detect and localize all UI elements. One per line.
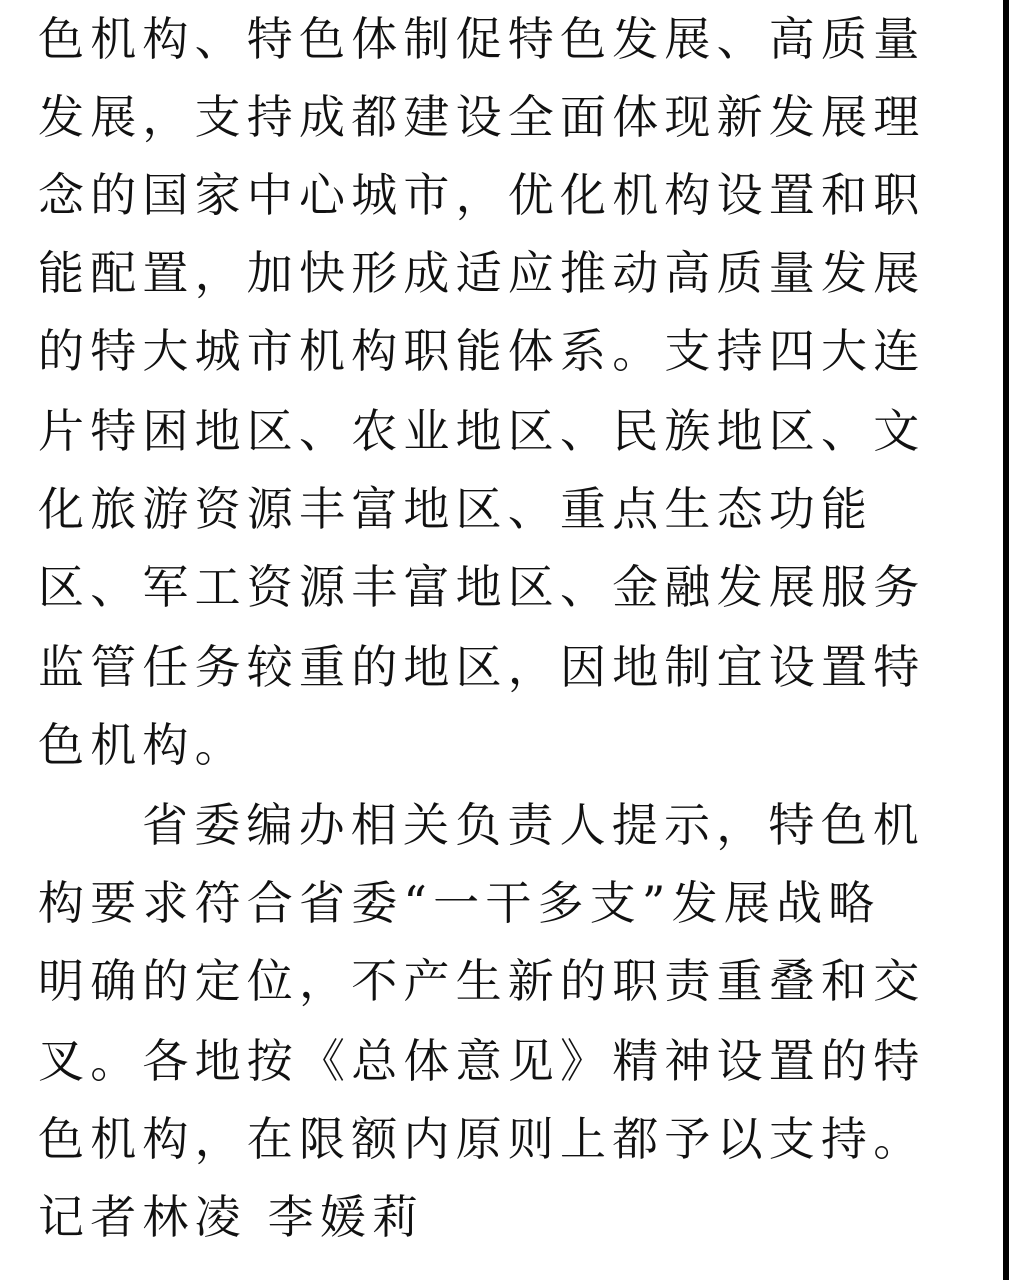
text-line: 构要求符合省委“一干多支”发展战略 [38,876,881,930]
text-line: 色机构，在限额内原则上都予以支持。 [38,1112,926,1166]
text-line: 色机构、特色体制促特色发展、高质量 [38,12,926,66]
byline: 记者林凌 李媛莉 [38,1190,425,1244]
text-line: 念的国家中心城市，优化机构设置和职 [38,168,926,222]
paragraph-start-line: 省委编办相关负责人提示，特色机 [142,798,925,852]
text-line: 监管任务较重的地区，因地制宜设置特 [38,640,926,694]
text-line: 能配置，加快形成适应推动高质量发展 [38,246,926,300]
text-line: 化旅游资源丰富地区、重点生态功能 [38,482,874,536]
text-line: 色机构。 [38,718,247,772]
text-line: 区、军工资源丰富地区、金融发展服务 [38,560,926,614]
text-line: 发展，支持成都建设全面体现新发展理 [38,90,926,144]
text-line: 片特困地区、农业地区、民族地区、文 [38,404,926,458]
text-line: 叉。各地按《总体意见》精神设置的特 [38,1034,926,1088]
text-line: 的特大城市机构职能体系。支持四大连 [38,324,926,378]
text-line: 明确的定位，不产生新的职责重叠和交 [38,954,926,1008]
right-edge-border [1003,0,1009,1280]
